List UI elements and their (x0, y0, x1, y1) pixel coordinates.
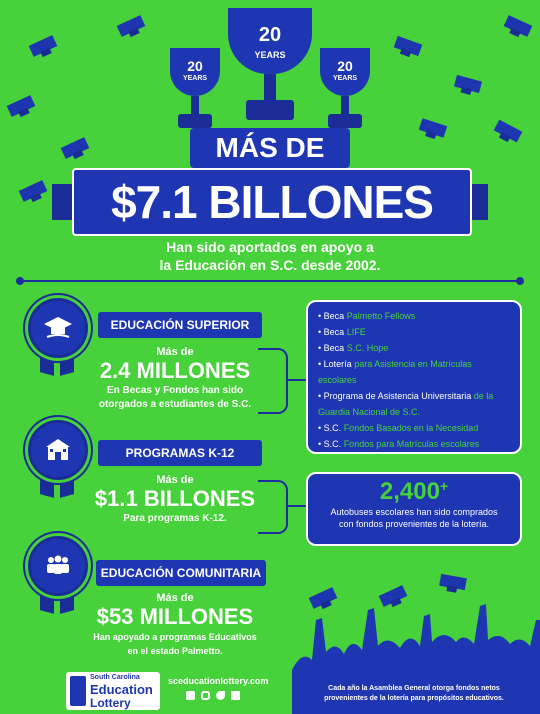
stat-amount: $53 MILLONES (96, 604, 254, 629)
community-badge-icon (28, 536, 88, 596)
bracket (258, 348, 288, 414)
section-tag-k12: PROGRAMAS K-12 (98, 440, 262, 466)
buses-number: 2,400 (379, 478, 440, 505)
stat-superior (80, 346, 270, 412)
footer-note-line2: provenientes de la lotería para propósitos educativos. (324, 695, 504, 702)
trophy-label: 20 (337, 58, 353, 74)
graduation-cap-icon (61, 137, 90, 159)
section-tag-comunitaria: EDUCACIÓN COMUNITARIA (96, 560, 266, 586)
stat-amount: 2.4 MILLONES (99, 358, 251, 383)
title-banner-main (72, 168, 472, 236)
graduation-cap-icon (504, 15, 533, 37)
facebook-icon[interactable] (186, 691, 195, 700)
subtitle-line1: Han sido aportados en apoyo a (166, 239, 374, 255)
trophy-label: 20 (187, 58, 203, 74)
stat-amount: $1.1 BILLONES (94, 486, 256, 511)
stat-desc-line1: En Becas y Fondos han sido (106, 385, 244, 396)
graduation-cap-icon (19, 180, 48, 202)
title-line2: $7.1 BILLONES (111, 176, 433, 228)
trophy-sublabel: YEARS (182, 75, 208, 82)
graduation-cap-icon (43, 315, 73, 341)
school-icon (43, 437, 73, 463)
palmetto-icon (70, 676, 86, 706)
footer-note-line1: Cada año la Asamblea General otorga fondos netos (328, 685, 500, 692)
divider (20, 280, 520, 282)
list-item: • Lotería para Asistencia en Matrículas escolares (318, 359, 472, 385)
stat-pre: Más de (156, 474, 194, 486)
list-item: • Beca Palmetto Fellows (318, 311, 416, 321)
list-item: • Beca LIFE (318, 327, 366, 337)
stat-pre: Más de (156, 346, 194, 358)
buses-box (306, 472, 522, 546)
stat-k12 (80, 474, 270, 526)
graduation-cap-icon (454, 75, 482, 93)
trophy-sublabel: YEARS (254, 50, 286, 60)
trophy-right (316, 48, 374, 130)
logo-line1: South Carolina (90, 674, 140, 681)
graduation-cap-icon (394, 36, 423, 56)
twitter-icon[interactable] (216, 691, 225, 700)
graduation-badge-icon (28, 298, 88, 358)
stat-pre: Más de (156, 592, 194, 604)
title-line1: MÁS DE (215, 132, 325, 163)
buses-line1: Autobuses escolares han sido comprados (330, 507, 498, 517)
connector (286, 379, 306, 381)
trophy-label: 20 (258, 24, 282, 46)
stat-desc-line2: otorgados a estudiantes de S.C. (98, 399, 252, 410)
graduation-cap-icon (494, 120, 523, 143)
trophy-center (224, 8, 316, 126)
logo-line2: Education (90, 682, 153, 697)
subtitle (100, 238, 440, 274)
website-link[interactable]: sceducationlottery.com (168, 676, 269, 686)
stat-desc-line1: Para programas K-12. (123, 513, 227, 524)
instagram-icon[interactable] (201, 691, 210, 700)
community-icon (43, 553, 73, 579)
list-item: • Programa de Asistencia Universitaria de la Guardia Nacional de S.C. (318, 391, 494, 417)
stat-desc-line1: Han apoyado a programas Educativos (93, 632, 257, 642)
list-item: • Beca S.C. Hope (318, 343, 389, 353)
trophy-left (166, 48, 224, 130)
list-item: • S.C. Fondos para Matrículas escolares (318, 439, 480, 449)
social-icons (186, 691, 240, 700)
graduation-cap-icon (29, 35, 58, 57)
linkedin-icon[interactable] (231, 691, 240, 700)
divider-dot-left (16, 277, 24, 285)
buses-plus: + (439, 478, 449, 494)
list-item: • S.C. Fondos Basados en la Necesidad (318, 423, 479, 433)
buses-line2: con fondos provenientes de la lotería. (338, 519, 490, 529)
graduation-cap-icon (7, 95, 36, 117)
title-banner-small (190, 128, 350, 168)
bracket (258, 480, 288, 534)
footer-note (296, 684, 532, 704)
scholarships-box (306, 300, 522, 454)
subtitle-line2: la Educación en S.C. desde 2002. (159, 257, 381, 273)
stat-comunitaria (70, 592, 280, 658)
connector (286, 505, 306, 507)
graduation-cap-icon (419, 118, 447, 137)
stat-desc-line2: en el estado Palmetto. (127, 646, 223, 656)
logo-line3: Lottery (90, 696, 131, 710)
school-badge-icon (28, 420, 88, 480)
lottery-logo (66, 672, 160, 710)
trophy-sublabel: YEARS (332, 75, 358, 82)
divider-dot-right (516, 277, 524, 285)
graduation-cap-icon (117, 15, 146, 37)
section-tag-superior: EDUCACIÓN SUPERIOR (98, 312, 262, 338)
